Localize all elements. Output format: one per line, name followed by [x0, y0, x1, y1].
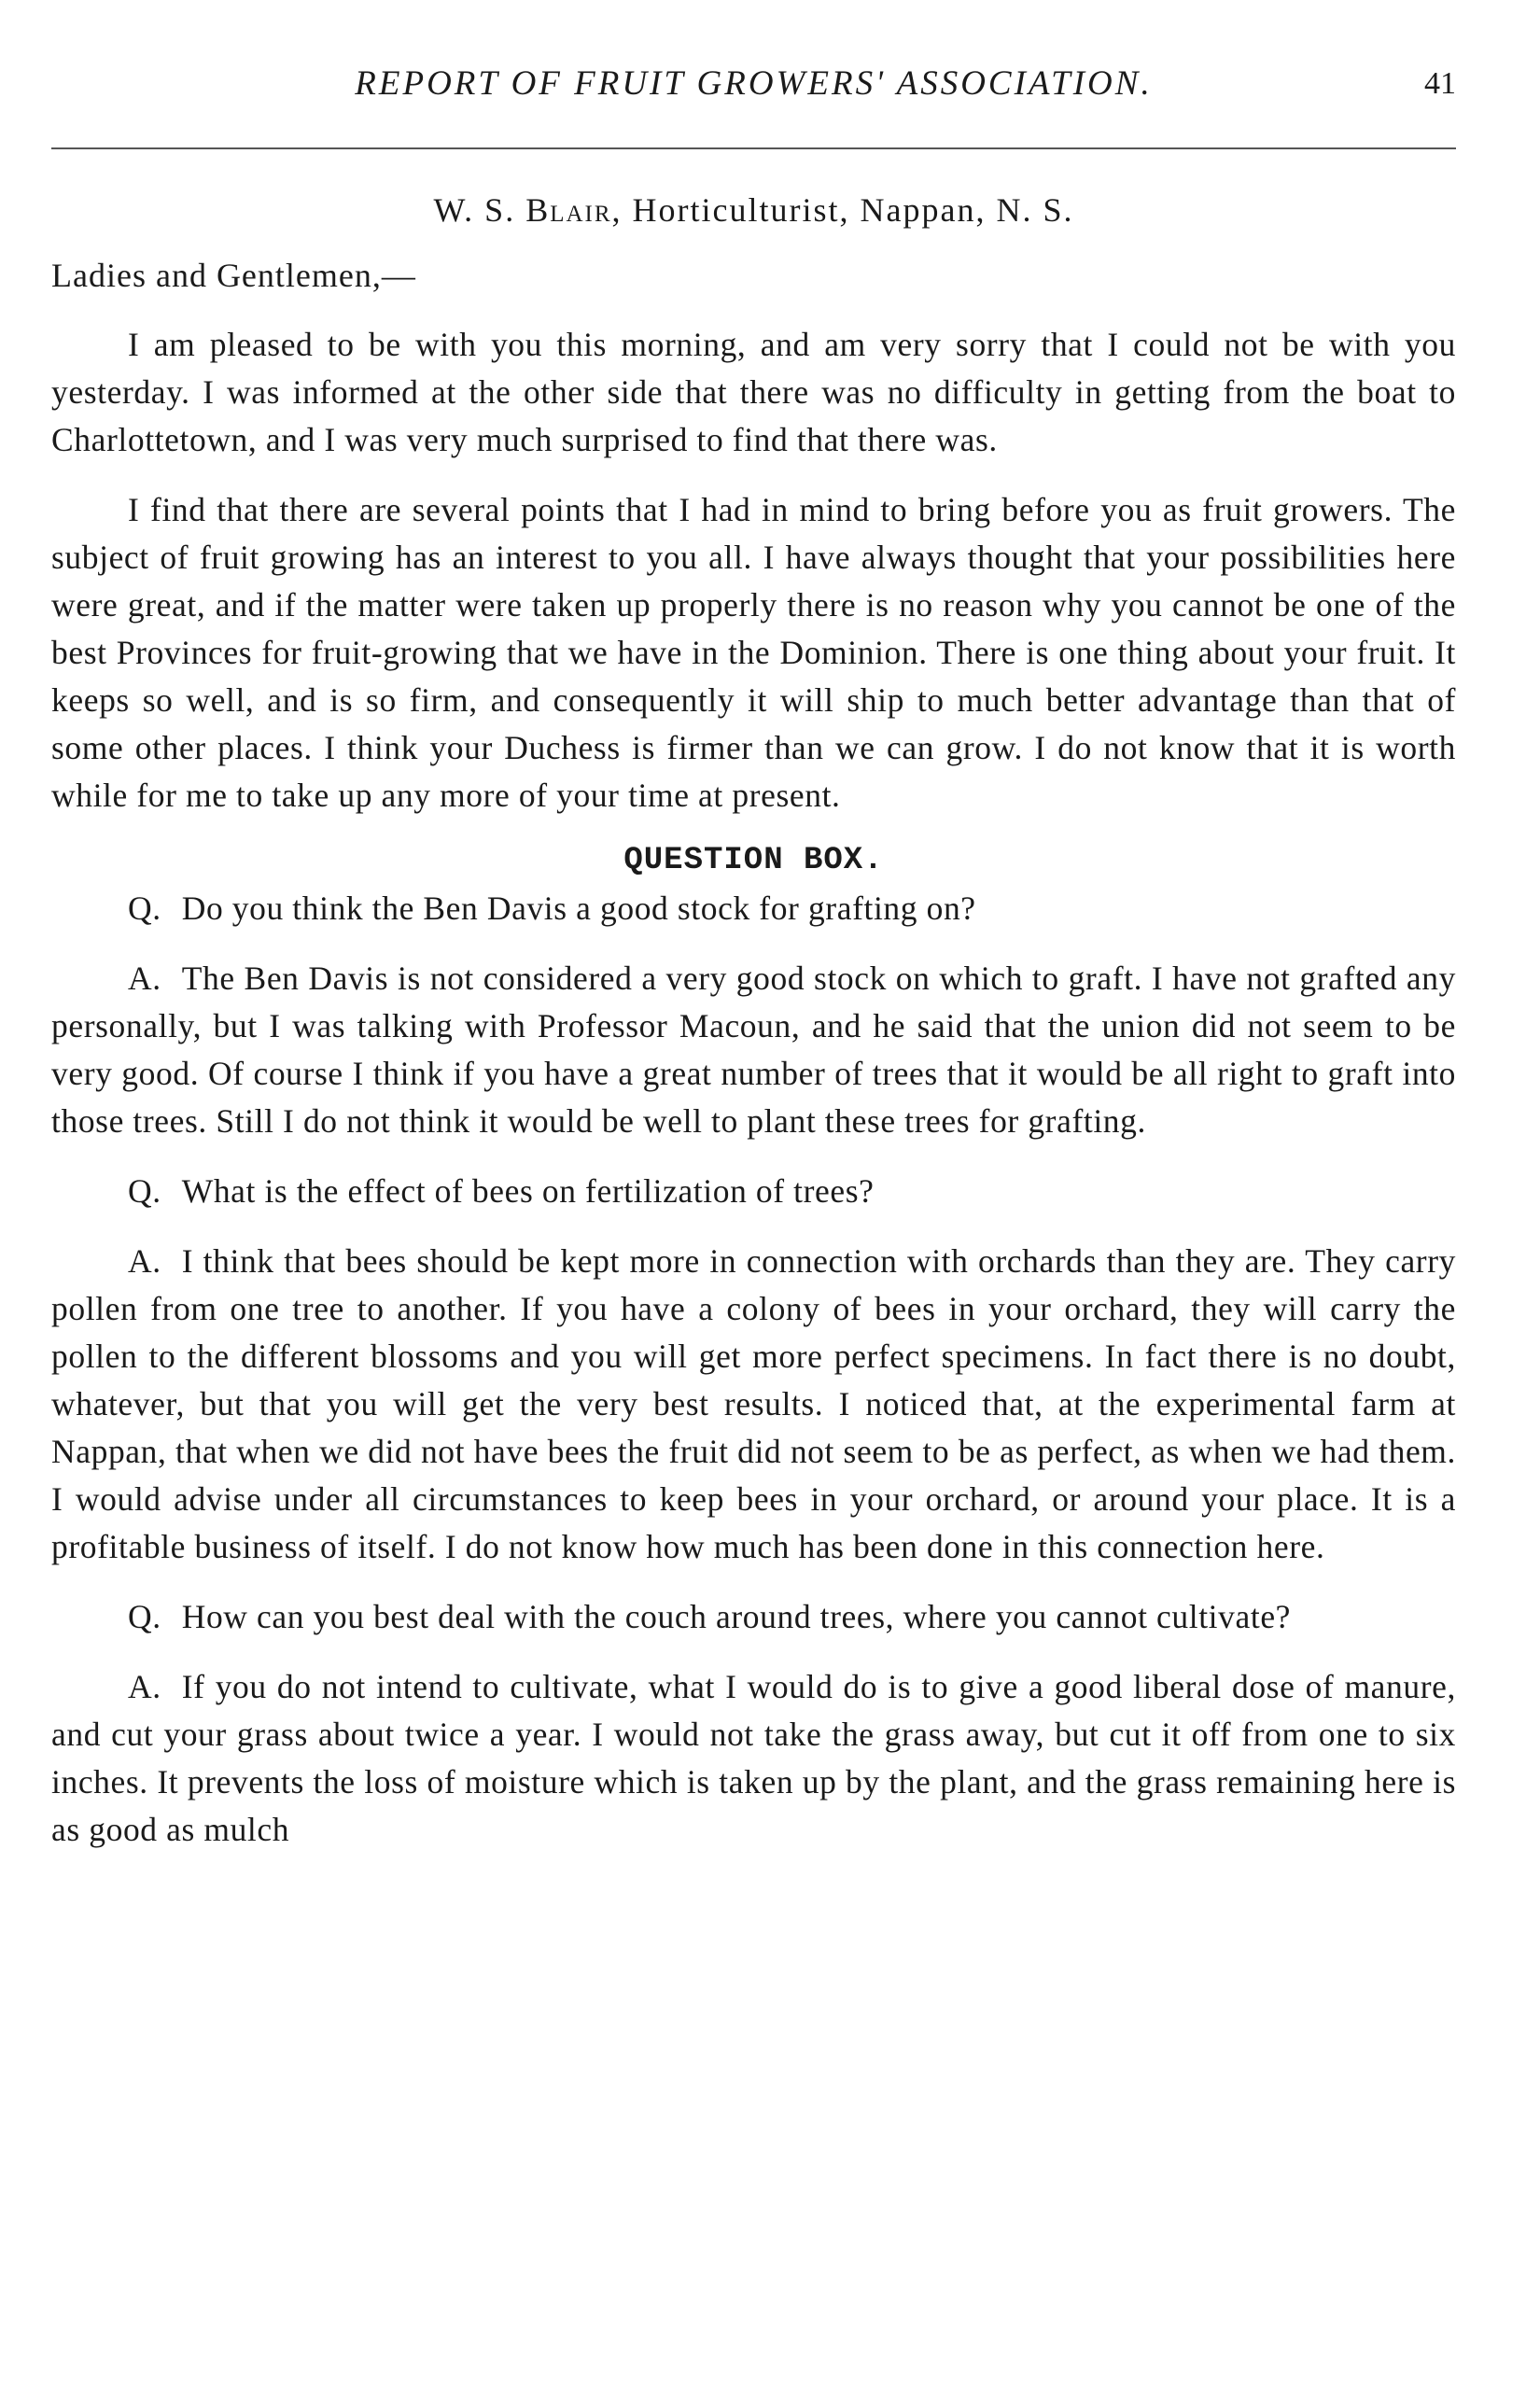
page-number: 41 — [1424, 66, 1456, 101]
salutation: Ladies and Gentlemen,— — [51, 257, 416, 294]
page — [51, 56, 1456, 1854]
answer-text: I think that bees should be kept more in connection with orchards than they are. They carry pollen from one tree to another. If you have a colony of bees in your orchard, they will carry the pollen to the different blossoms and you will get more perfect specimens. In fact there is no doubt, whatever, but that you will get the very best results. I noticed that, at the experimental farm at Nappan, that when we did not have bees the fruit did not seem to be as perfect, as when we had them. I would advise under all circumstances to keep bees in your orchard, or around your place. It is a profitable business of itself. I do not know how much has been done in this connection here. — [51, 1242, 1456, 1565]
question-label: Q. — [128, 1598, 161, 1635]
question-paragraph — [51, 1168, 1456, 1215]
address-paragraph: I find that there are several points that I had in mind to bring before you as fruit growers. The subject of fruit growing has an interest to you all. I have always thought that your possibilities here were great, and if the matter were taken up properly there is no reason why you cannot be one of the best Provinces for fruit-growing that we have in the Dominion. There is one thing about your fruit. It keeps so well, and is so firm, and consequently it will ship to much better advantage than that of some other places. I think your Duchess is firmer than we can grow. I do not know that it is worth while for me to take up any more of your time at present. — [51, 491, 1456, 814]
answer-paragraph — [51, 1663, 1456, 1854]
question-text: Do you think the Ben Davis a good stock for grafting on? — [181, 890, 976, 927]
answer-paragraph — [51, 1238, 1456, 1571]
running-header — [51, 56, 1456, 112]
answer-text: If you do not intend to cultivate, what I would do is to give a good liberal dose of manure, and cut your grass about twice a year. I would not take the grass away, but cut it off from one to six inches. It prevents the loss of moisture which is taken up by the plant, and the grass remaining here is as good as mulch — [51, 1668, 1456, 1848]
question-box-title: QUESTION BOX. — [623, 843, 884, 878]
speaker-title: , Horticulturist, Nappan, N. S. — [611, 191, 1074, 229]
speaker-initials: W. S. — [433, 191, 516, 229]
running-title: REPORT OF FRUIT GROWERS' ASSOCIATION. — [355, 64, 1153, 103]
question-text: How can you best deal with the couch around trees, where you cannot cultivate? — [181, 1598, 1292, 1635]
header-rule — [51, 147, 1456, 149]
answer-label: A. — [128, 1668, 161, 1705]
address-paragraph: I am pleased to be with you this morning, and am very sorry that I could not be with you yesterday. I was informed at the other side that there was no difficulty in getting from the boat to Charlottetown, and I was very much surprised to find that there was. — [51, 326, 1456, 458]
answer-label: A. — [128, 960, 161, 997]
answer-text: The Ben Davis is not considered a very good stock on which to graft. I have not grafted any personally, but I was talking with Professor Macoun, and he said that the union did not seem to be very good. Of course I think if you have a great number of trees that it would be all right to graft into those trees. Still I do not think it would be well to plant these trees for grafting. — [51, 960, 1456, 1140]
speaker-surname: Blair — [525, 191, 612, 229]
question-paragraph — [51, 885, 1456, 932]
answer-label: A. — [128, 1242, 161, 1280]
question-label: Q. — [128, 1172, 161, 1210]
answer-paragraph — [51, 955, 1456, 1145]
speaker-byline — [51, 187, 1456, 233]
question-paragraph — [51, 1593, 1456, 1641]
question-label: Q. — [128, 890, 161, 927]
question-text: What is the effect of bees on fertilization of trees? — [181, 1172, 875, 1210]
